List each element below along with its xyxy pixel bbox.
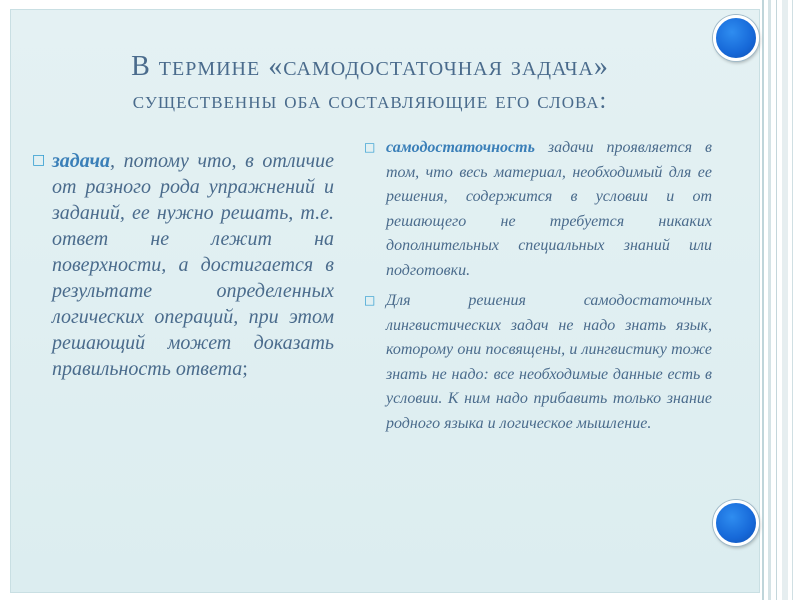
square-bullet-icon: □ [364,140,376,154]
title-line-1: В термине «самодостаточная задача» [131,51,609,82]
list-item [364,289,712,436]
left-column [32,148,334,382]
decorative-rule [776,0,777,600]
right-column [364,136,712,442]
right-text-2: Для решения самодостаточных лингвистических задач не надо знать язык, которому они посвящены, и лингвистику тоже знать не надо: все необходимые данные есть в условии. К ним надо прибавить только знание родного языка и логическое мышление. [386,292,712,432]
right-paragraph-1 [386,136,712,283]
term-self-sufficiency: самодостаточность [386,139,535,156]
decorative-rule [762,0,764,600]
blue-circle-bottom [713,500,759,546]
decorative-rule [768,0,771,600]
left-end: ; [242,358,248,380]
decorative-rule [782,0,788,600]
list-item [364,136,712,283]
right-paragraph-2 [386,289,712,436]
term-task: задача [52,150,110,172]
square-bullet-icon: □ [32,152,46,168]
title-line-2: существенны оба составляющие его слова: [132,88,608,114]
square-bullet-icon: □ [364,293,376,307]
decorative-rule [792,0,793,600]
left-paragraph [52,148,334,382]
slide-title [20,50,720,118]
left-text: , потому что, в отличие от разного рода упражнений и заданий, ее нужно решать, т.е. ответ не лежит на поверхности, а достигается в результате определенных логических операций, при этом решающий может доказать правильность ответа [52,150,334,380]
right-text-1: задачи проявляется в том, что весь материал, необходимый для ее решения, содержится в условии и от решающего не требуется никаких дополнительных специальных знаний или подготовки. [386,139,712,279]
